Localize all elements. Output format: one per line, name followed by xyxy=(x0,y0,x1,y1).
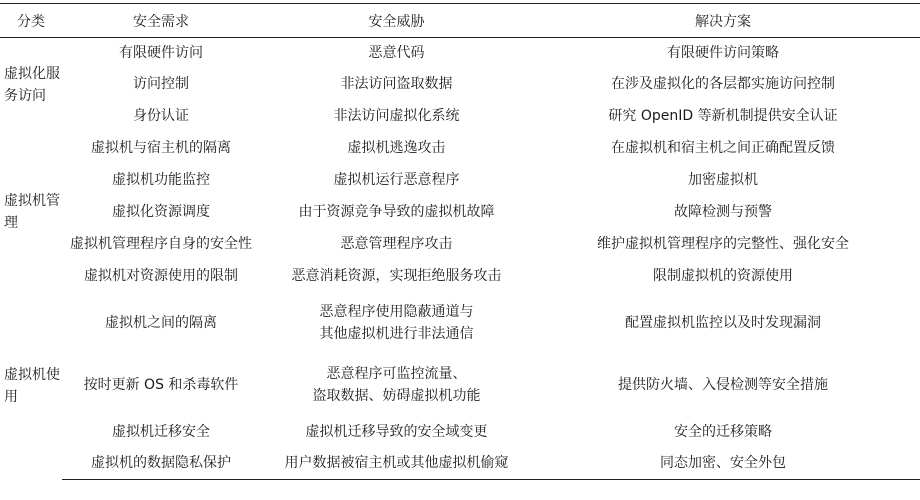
solution-cell xyxy=(533,448,920,480)
table-row xyxy=(0,354,920,416)
solution-text: 加密虚拟机 xyxy=(688,171,758,188)
solution-cell xyxy=(533,354,920,416)
solution-cell xyxy=(533,100,920,132)
table-row xyxy=(0,164,920,196)
threat-cell: 非法访问虚拟化系统 xyxy=(333,107,460,124)
threat-cell xyxy=(260,292,533,354)
requirement-cell: 虚拟化资源调度 xyxy=(112,203,210,220)
header-category: 分类 xyxy=(0,4,62,38)
requirement-cell: 虚拟机的数据隐私保护 xyxy=(62,448,260,480)
threat-line: 盗取数据、妨碍虚拟机功能 xyxy=(312,387,481,404)
solution-text: 有限硬件访问策略 xyxy=(667,44,779,61)
solution-cell xyxy=(533,164,920,196)
threat-line: 其他虚拟机进行非法通信 xyxy=(319,325,474,342)
solution-text: 在虚拟机和宿主机之间正确配置反馈 xyxy=(611,139,835,156)
requirement-cell: 有限硬件访问 xyxy=(119,44,203,61)
requirement-cell: 虚拟机之间的隔离 xyxy=(105,314,217,331)
table-row xyxy=(0,68,920,100)
table-row xyxy=(0,132,920,164)
solution-text: 在涉及虚拟化的各层都实施访问控制 xyxy=(611,75,835,92)
requirement-cell: 按时更新 OS 和杀毒软件 xyxy=(83,376,239,393)
requirement-cell: 虚拟机与宿主机的隔离 xyxy=(91,139,231,156)
header-requirement: 安全需求 xyxy=(62,4,260,38)
table-row xyxy=(0,196,920,228)
requirement-cell: 虚拟机迁移安全 xyxy=(112,423,210,440)
solution-text: 配置虚拟机监控以及时发现漏洞 xyxy=(625,314,821,331)
threat-cell: 恶意管理程序攻击 xyxy=(340,235,453,252)
header-solution xyxy=(533,4,920,38)
requirement-cell: 虚拟机管理程序自身的安全性 xyxy=(70,235,252,252)
security-requirements-table xyxy=(0,3,920,480)
solution-cell xyxy=(533,68,920,100)
table-row xyxy=(0,100,920,132)
table-header-row xyxy=(0,4,920,38)
threat-cell xyxy=(260,354,533,416)
table-row xyxy=(0,228,920,260)
solution-text: 故障检测与预警 xyxy=(674,203,772,220)
threat-cell: 恶意代码 xyxy=(368,44,425,61)
solution-cell xyxy=(533,292,920,354)
header-solution-label: 解决方案 xyxy=(695,13,751,30)
category-service-access: 虚拟化服务访问 xyxy=(4,65,60,104)
threat-cell: 由于资源竞争导致的虚拟机故障 xyxy=(298,203,495,220)
threat-cell: 非法访问盗取数据 xyxy=(340,75,453,92)
solution-cell xyxy=(533,196,920,228)
table-row xyxy=(0,260,920,292)
solution-cell xyxy=(533,228,920,260)
header-threat: 安全威胁 xyxy=(260,4,533,38)
table-row xyxy=(0,448,920,480)
solution-text: 研究 OpenID 等新机制提供安全认证 xyxy=(608,107,838,124)
requirement-cell: 虚拟机对资源使用的限制 xyxy=(84,267,238,284)
requirement-cell: 身份认证 xyxy=(133,107,189,124)
category-vm-usage: 虚拟机使用 xyxy=(4,366,60,405)
category-vm-management: 虚拟机管理 xyxy=(4,192,60,231)
requirement-cell: 访问控制 xyxy=(133,75,189,92)
solution-text: 提供防火墙、入侵检测等安全措施 xyxy=(618,376,828,393)
table-row xyxy=(0,292,920,354)
threat-cell: 虚拟机运行恶意程序 xyxy=(333,171,460,188)
solution-cell xyxy=(533,132,920,164)
solution-text: 限制虚拟机的资源使用 xyxy=(653,267,793,284)
threat-cell: 恶意消耗资源，实现拒绝服务攻击 xyxy=(291,267,502,284)
threat-cell: 虚拟机逃逸攻击 xyxy=(347,139,446,156)
solution-text: 维护虚拟机管理程序的完整性、强化安全 xyxy=(597,235,849,252)
threat-cell: 用户数据被宿主机或其他虚拟机偷窥 xyxy=(260,448,533,480)
solution-cell xyxy=(533,260,920,292)
threat-line: 恶意程序可监控流量、 xyxy=(326,365,467,382)
solution-cell xyxy=(533,416,920,448)
table-row xyxy=(0,416,920,448)
solution-text: 安全的迁移策略 xyxy=(674,423,772,440)
threat-cell: 虚拟机迁移导致的安全域变更 xyxy=(305,423,488,440)
threat-line: 恶意程序使用隐蔽通道与 xyxy=(319,303,474,320)
solution-cell xyxy=(533,38,920,68)
table-row xyxy=(0,38,920,68)
requirement-cell: 虚拟机功能监控 xyxy=(112,171,210,188)
solution-text: 同态加密、安全外包 xyxy=(660,455,786,472)
